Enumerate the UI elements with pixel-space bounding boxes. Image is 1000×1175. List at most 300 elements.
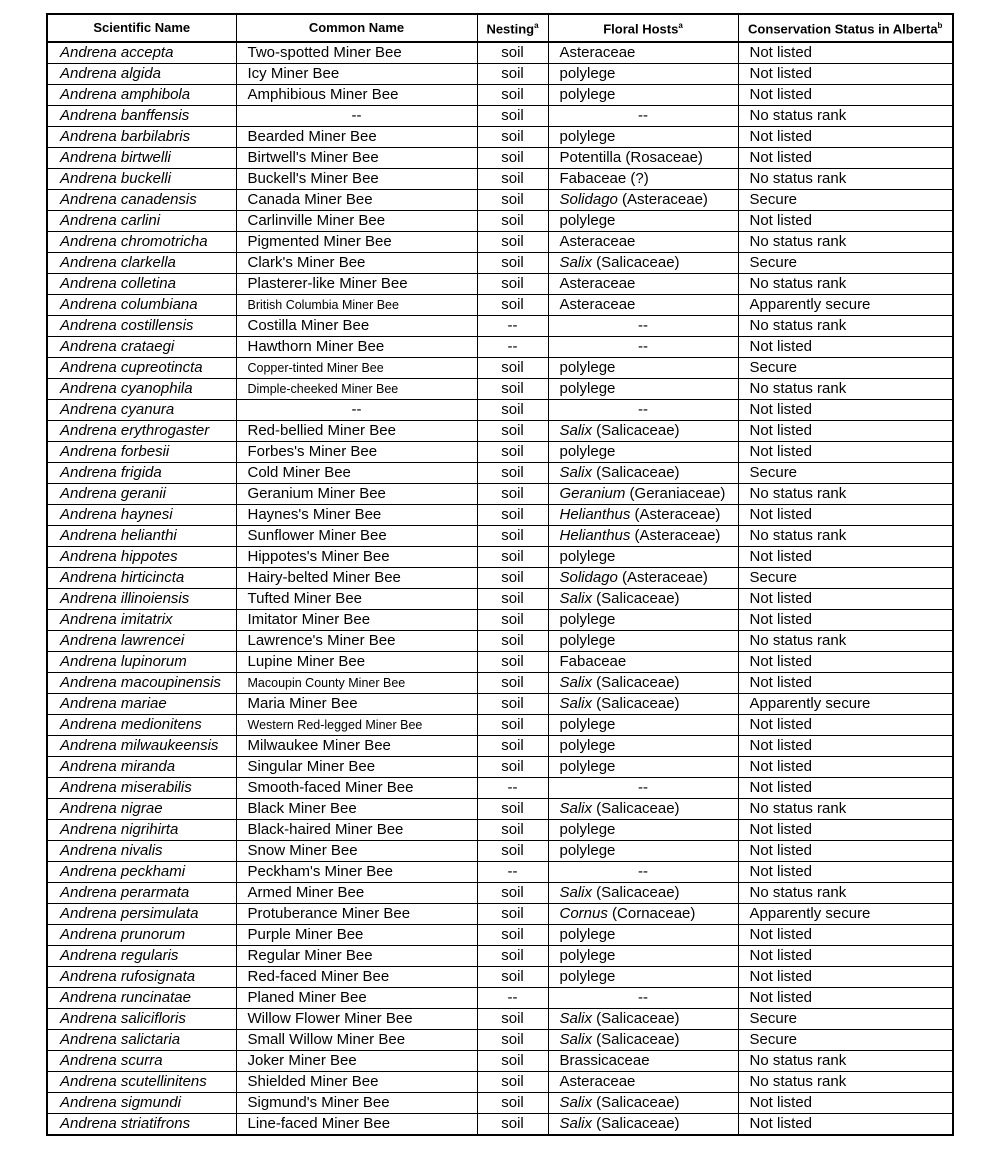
scientific-name-cell: Andrena runcinatae — [47, 988, 236, 1009]
table-body — [47, 42, 953, 1135]
nesting-cell: soil — [477, 967, 548, 988]
floral-host-cell — [548, 673, 738, 694]
common-name-cell: Clark's Miner Bee — [236, 253, 477, 274]
nesting-cell: soil — [477, 946, 548, 967]
host-genus: Salix — [559, 695, 593, 712]
common-name-cell: Sunflower Miner Bee — [236, 526, 477, 547]
nesting-cell: -- — [477, 862, 548, 883]
table-row — [47, 526, 953, 547]
table-row — [47, 904, 953, 925]
conservation-status-cell: Not listed — [738, 211, 953, 232]
host-genus: Salix — [559, 800, 593, 817]
floral-host-cell — [548, 547, 738, 568]
scientific-name-cell: Andrena geranii — [47, 484, 236, 505]
conservation-status-cell: Not listed — [738, 42, 953, 64]
conservation-status-cell: No status rank — [738, 1072, 953, 1093]
conservation-status-cell: Not listed — [738, 421, 953, 442]
host-family: (Salicaceae) — [592, 464, 680, 481]
species-table — [46, 13, 954, 1136]
floral-host-cell — [548, 232, 738, 253]
scientific-name-cell: Andrena prunorum — [47, 925, 236, 946]
nesting-cell: soil — [477, 211, 548, 232]
conservation-status-cell: Not listed — [738, 988, 953, 1009]
host-family: -- — [638, 401, 648, 418]
conservation-status-cell: Not listed — [738, 442, 953, 463]
scientific-name-cell: Andrena banffensis — [47, 106, 236, 127]
conservation-status-cell: Secure — [738, 1030, 953, 1051]
floral-host-cell — [548, 967, 738, 988]
nesting-cell: soil — [477, 64, 548, 85]
common-name-cell: Buckell's Miner Bee — [236, 169, 477, 190]
conservation-status-cell: Not listed — [738, 652, 953, 673]
conservation-status-cell: No status rank — [738, 379, 953, 400]
host-family: polylege — [559, 128, 616, 145]
floral-host-cell — [548, 295, 738, 316]
host-genus: Salix — [559, 422, 593, 439]
scientific-name-cell: Andrena buckelli — [47, 169, 236, 190]
common-name-cell: Amphibious Miner Bee — [236, 85, 477, 106]
table-row — [47, 988, 953, 1009]
header-row — [47, 14, 953, 42]
table-row — [47, 841, 953, 862]
common-name-cell: Willow Flower Miner Bee — [236, 1009, 477, 1030]
host-family: Fabaceae (?) — [559, 170, 649, 187]
table-row — [47, 190, 953, 211]
nesting-cell: soil — [477, 673, 548, 694]
floral-host-cell — [548, 841, 738, 862]
floral-host-cell — [548, 589, 738, 610]
conservation-status-cell: Not listed — [738, 505, 953, 526]
host-family: (Asteraceae) — [617, 569, 708, 586]
floral-host-cell — [548, 862, 738, 883]
common-name-cell: Snow Miner Bee — [236, 841, 477, 862]
conservation-status-cell: Not listed — [738, 820, 953, 841]
conservation-status-cell: No status rank — [738, 526, 953, 547]
conservation-status-cell: Not listed — [738, 715, 953, 736]
conservation-status-cell: No status rank — [738, 1051, 953, 1072]
scientific-name-cell: Andrena cyanura — [47, 400, 236, 421]
table-row — [47, 64, 953, 85]
host-family: -- — [638, 338, 648, 355]
scientific-name-cell: Andrena hippotes — [47, 547, 236, 568]
common-name-cell: Armed Miner Bee — [236, 883, 477, 904]
scientific-name-cell: Andrena medionitens — [47, 715, 236, 736]
scientific-name-cell: Andrena macoupinensis — [47, 673, 236, 694]
table-row — [47, 1072, 953, 1093]
conservation-status-cell: Not listed — [738, 64, 953, 85]
nesting-cell: soil — [477, 925, 548, 946]
host-family: (Asteraceae) — [630, 527, 721, 544]
host-genus: Salix — [559, 1115, 593, 1132]
conservation-status-cell: Not listed — [738, 337, 953, 358]
common-name-cell: Sigmund's Miner Bee — [236, 1093, 477, 1114]
floral-host-cell — [548, 610, 738, 631]
table-row — [47, 274, 953, 295]
host-family: Fabaceae — [559, 653, 627, 670]
table-row — [47, 673, 953, 694]
floral-host-cell — [548, 400, 738, 421]
scientific-name-cell: Andrena mariae — [47, 694, 236, 715]
scientific-name-cell: Andrena persimulata — [47, 904, 236, 925]
scientific-name-cell: Andrena forbesii — [47, 442, 236, 463]
common-name-cell: Dimple-cheeked Miner Bee — [236, 379, 477, 400]
nesting-cell: soil — [477, 400, 548, 421]
table-row — [47, 253, 953, 274]
nesting-cell: soil — [477, 799, 548, 820]
common-name-cell: Lupine Miner Bee — [236, 652, 477, 673]
floral-host-cell — [548, 526, 738, 547]
host-family: polylege — [559, 737, 616, 754]
conservation-status-cell: Not listed — [738, 673, 953, 694]
table-row — [47, 316, 953, 337]
common-name-cell: Hairy-belted Miner Bee — [236, 568, 477, 589]
host-family: polylege — [559, 716, 616, 733]
common-name-cell: Costilla Miner Bee — [236, 316, 477, 337]
host-genus: Salix — [559, 464, 593, 481]
conservation-status-cell: Secure — [738, 190, 953, 211]
floral-host-cell — [548, 358, 738, 379]
table-row — [47, 820, 953, 841]
floral-host-cell — [548, 442, 738, 463]
nesting-cell: soil — [477, 883, 548, 904]
nesting-cell: -- — [477, 337, 548, 358]
host-genus: Salix — [559, 674, 593, 691]
host-family: (Cornaceae) — [607, 905, 696, 922]
table-row — [47, 463, 953, 484]
host-genus: Helianthus — [559, 527, 631, 544]
header-common-name: Common Name — [236, 14, 477, 42]
host-family: Potentilla (Rosaceae) — [559, 149, 703, 166]
nesting-cell: soil — [477, 715, 548, 736]
host-family: polylege — [559, 380, 616, 397]
table-row — [47, 1030, 953, 1051]
floral-host-cell — [548, 820, 738, 841]
table-row — [47, 736, 953, 757]
table-row — [47, 1009, 953, 1030]
table-row — [47, 358, 953, 379]
common-name-cell: Canada Miner Bee — [236, 190, 477, 211]
table-row — [47, 862, 953, 883]
scientific-name-cell: Andrena algida — [47, 64, 236, 85]
host-family: (Salicaceae) — [592, 695, 680, 712]
table-row — [47, 127, 953, 148]
floral-host-cell — [548, 904, 738, 925]
table-row — [47, 337, 953, 358]
scientific-name-cell: Andrena salictaria — [47, 1030, 236, 1051]
host-family: polylege — [559, 821, 616, 838]
table-row — [47, 400, 953, 421]
floral-host-cell — [548, 925, 738, 946]
table-row — [47, 778, 953, 799]
scientific-name-cell: Andrena crataegi — [47, 337, 236, 358]
scientific-name-cell: Andrena accepta — [47, 42, 236, 64]
scientific-name-cell: Andrena nigrae — [47, 799, 236, 820]
scientific-name-cell: Andrena clarkella — [47, 253, 236, 274]
scientific-name-cell: Andrena scutellinitens — [47, 1072, 236, 1093]
conservation-status-cell: Not listed — [738, 589, 953, 610]
floral-host-cell — [548, 1072, 738, 1093]
common-name-cell: Forbes's Miner Bee — [236, 442, 477, 463]
host-family: polylege — [559, 443, 616, 460]
common-name-cell: Geranium Miner Bee — [236, 484, 477, 505]
host-genus: Salix — [559, 1031, 593, 1048]
scientific-name-cell: Andrena chromotricha — [47, 232, 236, 253]
conservation-status-cell: No status rank — [738, 274, 953, 295]
nesting-cell: soil — [477, 274, 548, 295]
nesting-cell: soil — [477, 505, 548, 526]
scientific-name-cell: Andrena birtwelli — [47, 148, 236, 169]
table-row — [47, 169, 953, 190]
table-row — [47, 757, 953, 778]
scientific-name-cell: Andrena sigmundi — [47, 1093, 236, 1114]
floral-host-cell — [548, 715, 738, 736]
host-family: polylege — [559, 548, 616, 565]
scientific-name-cell: Andrena perarmata — [47, 883, 236, 904]
host-family: (Geraniaceae) — [625, 485, 726, 502]
common-name-cell: Birtwell's Miner Bee — [236, 148, 477, 169]
common-name-cell: Lawrence's Miner Bee — [236, 631, 477, 652]
host-family: (Salicaceae) — [592, 884, 680, 901]
conservation-status-cell: Secure — [738, 568, 953, 589]
common-name-cell: Regular Miner Bee — [236, 946, 477, 967]
scientific-name-cell: Andrena haynesi — [47, 505, 236, 526]
nesting-cell: soil — [477, 442, 548, 463]
host-family: (Asteraceae) — [617, 191, 708, 208]
common-name-cell: Black Miner Bee — [236, 799, 477, 820]
scientific-name-cell: Andrena helianthi — [47, 526, 236, 547]
floral-host-cell — [548, 316, 738, 337]
table-row — [47, 799, 953, 820]
nesting-cell: soil — [477, 1009, 548, 1030]
nesting-cell: soil — [477, 610, 548, 631]
common-name-cell: Western Red-legged Miner Bee — [236, 715, 477, 736]
scientific-name-cell: Andrena miserabilis — [47, 778, 236, 799]
nesting-cell: soil — [477, 232, 548, 253]
nesting-cell: soil — [477, 841, 548, 862]
scientific-name-cell: Andrena illinoiensis — [47, 589, 236, 610]
table-row — [47, 85, 953, 106]
table-row — [47, 379, 953, 400]
scientific-name-cell: Andrena barbilabris — [47, 127, 236, 148]
common-name-cell: Two-spotted Miner Bee — [236, 42, 477, 64]
footnote-marker: b — [937, 21, 943, 31]
conservation-status-cell: Not listed — [738, 778, 953, 799]
conservation-status-cell: No status rank — [738, 106, 953, 127]
nesting-cell: soil — [477, 148, 548, 169]
floral-host-cell — [548, 211, 738, 232]
scientific-name-cell: Andrena milwaukeensis — [47, 736, 236, 757]
common-name-cell: Red-bellied Miner Bee — [236, 421, 477, 442]
common-name-cell: Black-haired Miner Bee — [236, 820, 477, 841]
host-family: -- — [638, 779, 648, 796]
table-row — [47, 42, 953, 64]
common-name-cell: Cold Miner Bee — [236, 463, 477, 484]
nesting-cell: soil — [477, 421, 548, 442]
common-name-cell: Copper-tinted Miner Bee — [236, 358, 477, 379]
nesting-cell: soil — [477, 1093, 548, 1114]
nesting-cell: soil — [477, 568, 548, 589]
nesting-cell: soil — [477, 1114, 548, 1136]
common-name-cell: Milwaukee Miner Bee — [236, 736, 477, 757]
floral-host-cell — [548, 988, 738, 1009]
scientific-name-cell: Andrena hirticincta — [47, 568, 236, 589]
floral-host-cell — [548, 127, 738, 148]
conservation-status-cell: Not listed — [738, 1093, 953, 1114]
table-row — [47, 421, 953, 442]
table-row — [47, 967, 953, 988]
floral-host-cell — [548, 190, 738, 211]
floral-host-cell — [548, 106, 738, 127]
host-genus: Salix — [559, 1094, 593, 1111]
common-name-cell: Imitator Miner Bee — [236, 610, 477, 631]
nesting-cell: soil — [477, 589, 548, 610]
host-genus: Solidago — [559, 569, 618, 586]
common-name-cell: Macoupin County Miner Bee — [236, 673, 477, 694]
nesting-cell: soil — [477, 652, 548, 673]
common-name-cell: Singular Miner Bee — [236, 757, 477, 778]
common-name-cell: Haynes's Miner Bee — [236, 505, 477, 526]
host-genus: Salix — [559, 590, 593, 607]
conservation-status-cell: Not listed — [738, 757, 953, 778]
floral-host-cell — [548, 1114, 738, 1136]
common-name-cell: Planed Miner Bee — [236, 988, 477, 1009]
table-row — [47, 610, 953, 631]
floral-host-cell — [548, 736, 738, 757]
host-genus: Geranium — [559, 485, 626, 502]
footnote-marker: a — [678, 21, 683, 31]
host-family: (Salicaceae) — [592, 674, 680, 691]
common-name-cell: Carlinville Miner Bee — [236, 211, 477, 232]
table-row — [47, 1051, 953, 1072]
table-row — [47, 568, 953, 589]
host-family: polylege — [559, 632, 616, 649]
floral-host-cell — [548, 148, 738, 169]
floral-host-cell — [548, 169, 738, 190]
table-row — [47, 715, 953, 736]
conservation-status-cell: Not listed — [738, 925, 953, 946]
floral-host-cell — [548, 64, 738, 85]
conservation-status-cell: No status rank — [738, 316, 953, 337]
conservation-status-cell: Not listed — [738, 736, 953, 757]
nesting-cell: soil — [477, 1030, 548, 1051]
table-row — [47, 442, 953, 463]
scientific-name-cell: Andrena salicifloris — [47, 1009, 236, 1030]
conservation-status-cell: Not listed — [738, 946, 953, 967]
conservation-status-cell: Secure — [738, 253, 953, 274]
common-name-cell: -- — [236, 400, 477, 421]
common-name-cell: Pigmented Miner Bee — [236, 232, 477, 253]
nesting-cell: soil — [477, 358, 548, 379]
conservation-status-cell: Apparently secure — [738, 694, 953, 715]
common-name-cell: Joker Miner Bee — [236, 1051, 477, 1072]
host-family: polylege — [559, 758, 616, 775]
floral-host-cell — [548, 946, 738, 967]
floral-host-cell — [548, 1030, 738, 1051]
host-family: Asteraceae — [559, 233, 636, 250]
scientific-name-cell: Andrena scurra — [47, 1051, 236, 1072]
host-genus: Salix — [559, 1010, 593, 1027]
common-name-cell: Smooth-faced Miner Bee — [236, 778, 477, 799]
scientific-name-cell: Andrena imitatrix — [47, 610, 236, 631]
scientific-name-cell: Andrena cupreotincta — [47, 358, 236, 379]
scientific-name-cell: Andrena regularis — [47, 946, 236, 967]
nesting-cell: soil — [477, 253, 548, 274]
floral-host-cell — [548, 1009, 738, 1030]
nesting-cell: soil — [477, 904, 548, 925]
host-family: Asteraceae — [559, 275, 636, 292]
scientific-name-cell: Andrena amphibola — [47, 85, 236, 106]
floral-host-cell — [548, 484, 738, 505]
host-family: (Salicaceae) — [592, 1094, 680, 1111]
conservation-status-cell: Not listed — [738, 85, 953, 106]
floral-host-cell — [548, 379, 738, 400]
common-name-cell: -- — [236, 106, 477, 127]
floral-host-cell — [548, 757, 738, 778]
common-name-cell: Red-faced Miner Bee — [236, 967, 477, 988]
conservation-status-cell: No status rank — [738, 169, 953, 190]
scientific-name-cell: Andrena erythrogaster — [47, 421, 236, 442]
conservation-status-cell: Not listed — [738, 127, 953, 148]
scientific-name-cell: Andrena carlini — [47, 211, 236, 232]
host-family: polylege — [559, 212, 616, 229]
host-family: (Salicaceae) — [592, 800, 680, 817]
nesting-cell: soil — [477, 736, 548, 757]
nesting-cell: soil — [477, 127, 548, 148]
common-name-cell: Tufted Miner Bee — [236, 589, 477, 610]
table-row — [47, 484, 953, 505]
host-family: (Asteraceae) — [630, 506, 721, 523]
host-family: (Salicaceae) — [592, 590, 680, 607]
nesting-cell: -- — [477, 778, 548, 799]
floral-host-cell — [548, 568, 738, 589]
table-row — [47, 1093, 953, 1114]
host-family: Asteraceae — [559, 1073, 636, 1090]
floral-host-cell — [548, 883, 738, 904]
nesting-cell: soil — [477, 694, 548, 715]
host-family: (Salicaceae) — [592, 254, 680, 271]
common-name-cell: Shielded Miner Bee — [236, 1072, 477, 1093]
nesting-cell: soil — [477, 190, 548, 211]
scientific-name-cell: Andrena cyanophila — [47, 379, 236, 400]
table-row — [47, 589, 953, 610]
host-family: (Salicaceae) — [592, 1010, 680, 1027]
floral-host-cell — [548, 274, 738, 295]
common-name-cell: Hippotes's Miner Bee — [236, 547, 477, 568]
host-family: polylege — [559, 611, 616, 628]
scientific-name-cell: Andrena lawrencei — [47, 631, 236, 652]
table-row — [47, 925, 953, 946]
host-family: -- — [638, 863, 648, 880]
scientific-name-cell: Andrena striatifrons — [47, 1114, 236, 1136]
floral-host-cell — [548, 337, 738, 358]
table-row — [47, 547, 953, 568]
nesting-cell: soil — [477, 379, 548, 400]
header-conservation-status: Conservation Status in Alberta$^b$ — [738, 14, 953, 42]
floral-host-cell — [548, 421, 738, 442]
host-family: polylege — [559, 947, 616, 964]
conservation-status-cell: Apparently secure — [738, 295, 953, 316]
floral-host-cell — [548, 253, 738, 274]
conservation-status-cell: Not listed — [738, 610, 953, 631]
header-nesting: Nesting$^a$ — [477, 14, 548, 42]
scientific-name-cell: Andrena canadensis — [47, 190, 236, 211]
floral-host-cell — [548, 463, 738, 484]
header-scientific-name: Scientific Name — [47, 14, 236, 42]
footnote-marker: a — [534, 21, 539, 31]
common-name-cell: Maria Miner Bee — [236, 694, 477, 715]
scientific-name-cell: Andrena columbiana — [47, 295, 236, 316]
conservation-status-cell: Apparently secure — [738, 904, 953, 925]
